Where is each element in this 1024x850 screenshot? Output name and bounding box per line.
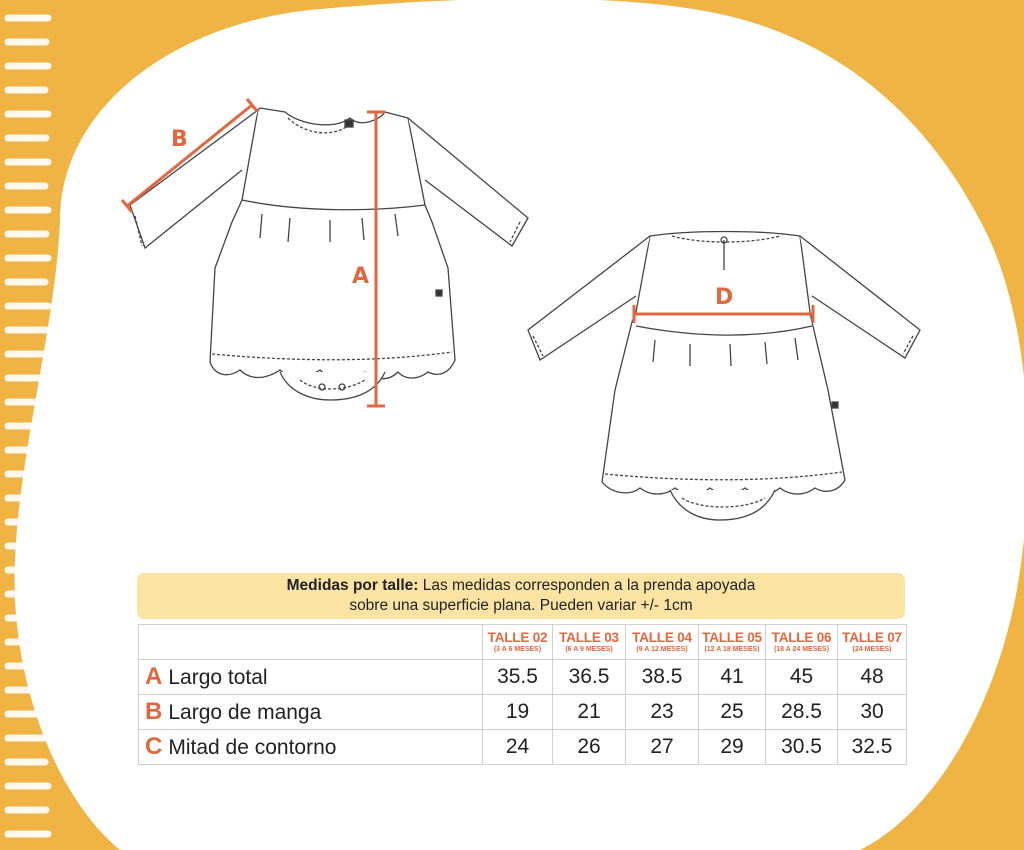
row-label-cell <box>139 695 483 730</box>
size-table <box>138 624 907 765</box>
left-stripes <box>8 18 48 834</box>
table-cell: 30.5 <box>766 730 838 765</box>
table-header-row <box>139 625 907 660</box>
table-cell: 28.5 <box>766 695 838 730</box>
table-cell: 35.5 <box>483 660 553 695</box>
note-text-1: Las medidas corresponden a la prenda apoyada <box>418 577 756 594</box>
table-cell: 32.5 <box>838 730 907 765</box>
row-label: Largo de manga <box>168 701 322 724</box>
header-talle-02: TALLE 02 (3 A 6 MESES) <box>483 625 553 660</box>
row-label: Largo total <box>168 666 268 689</box>
measurements-note <box>137 573 905 619</box>
table-cell: 19 <box>483 695 553 730</box>
row-label-cell <box>139 660 483 695</box>
table-row <box>139 695 907 730</box>
note-title: Medidas por talle: <box>286 577 419 594</box>
table-cell: 21 <box>553 695 626 730</box>
table-cell: 27 <box>626 730 699 765</box>
table-cell: 38.5 <box>626 660 699 695</box>
header-talle-06: TALLE 06 (18 A 24 MESES) <box>766 625 838 660</box>
header-talle-05: TALLE 05 (12 A 18 MESES) <box>699 625 766 660</box>
table-row <box>139 660 907 695</box>
dimension-b-label: B <box>171 127 188 152</box>
table-cell: 36.5 <box>553 660 626 695</box>
dimension-a-label: A <box>352 264 370 289</box>
table-cell: 30 <box>838 695 907 730</box>
header-empty-cell <box>139 625 483 660</box>
table-row <box>139 730 907 765</box>
note-line-1 <box>137 576 905 596</box>
header-talle-07: TALLE 07 (24 MESES) <box>838 625 907 660</box>
table-cell: 23 <box>626 695 699 730</box>
table-cell: 41 <box>699 660 766 695</box>
row-letter: C <box>145 733 163 760</box>
table-cell: 25 <box>699 695 766 730</box>
header-talle-03: TALLE 03 (6 A 9 MESES) <box>553 625 626 660</box>
table-cell: 26 <box>553 730 626 765</box>
header-talle-04: TALLE 04 (9 A 12 MESES) <box>626 625 699 660</box>
dimension-d-label: D <box>715 285 734 310</box>
table-cell: 24 <box>483 730 553 765</box>
table-cell: 29 <box>699 730 766 765</box>
note-text-2: sobre una superficie plana. Pueden variar +/- 1cm <box>349 597 693 614</box>
row-label: Mitad de contorno <box>168 736 337 759</box>
row-letter: B <box>145 698 163 725</box>
table-cell: 45 <box>766 660 838 695</box>
table-cell: 48 <box>838 660 907 695</box>
row-label-cell <box>139 730 483 765</box>
row-letter: A <box>145 663 163 690</box>
